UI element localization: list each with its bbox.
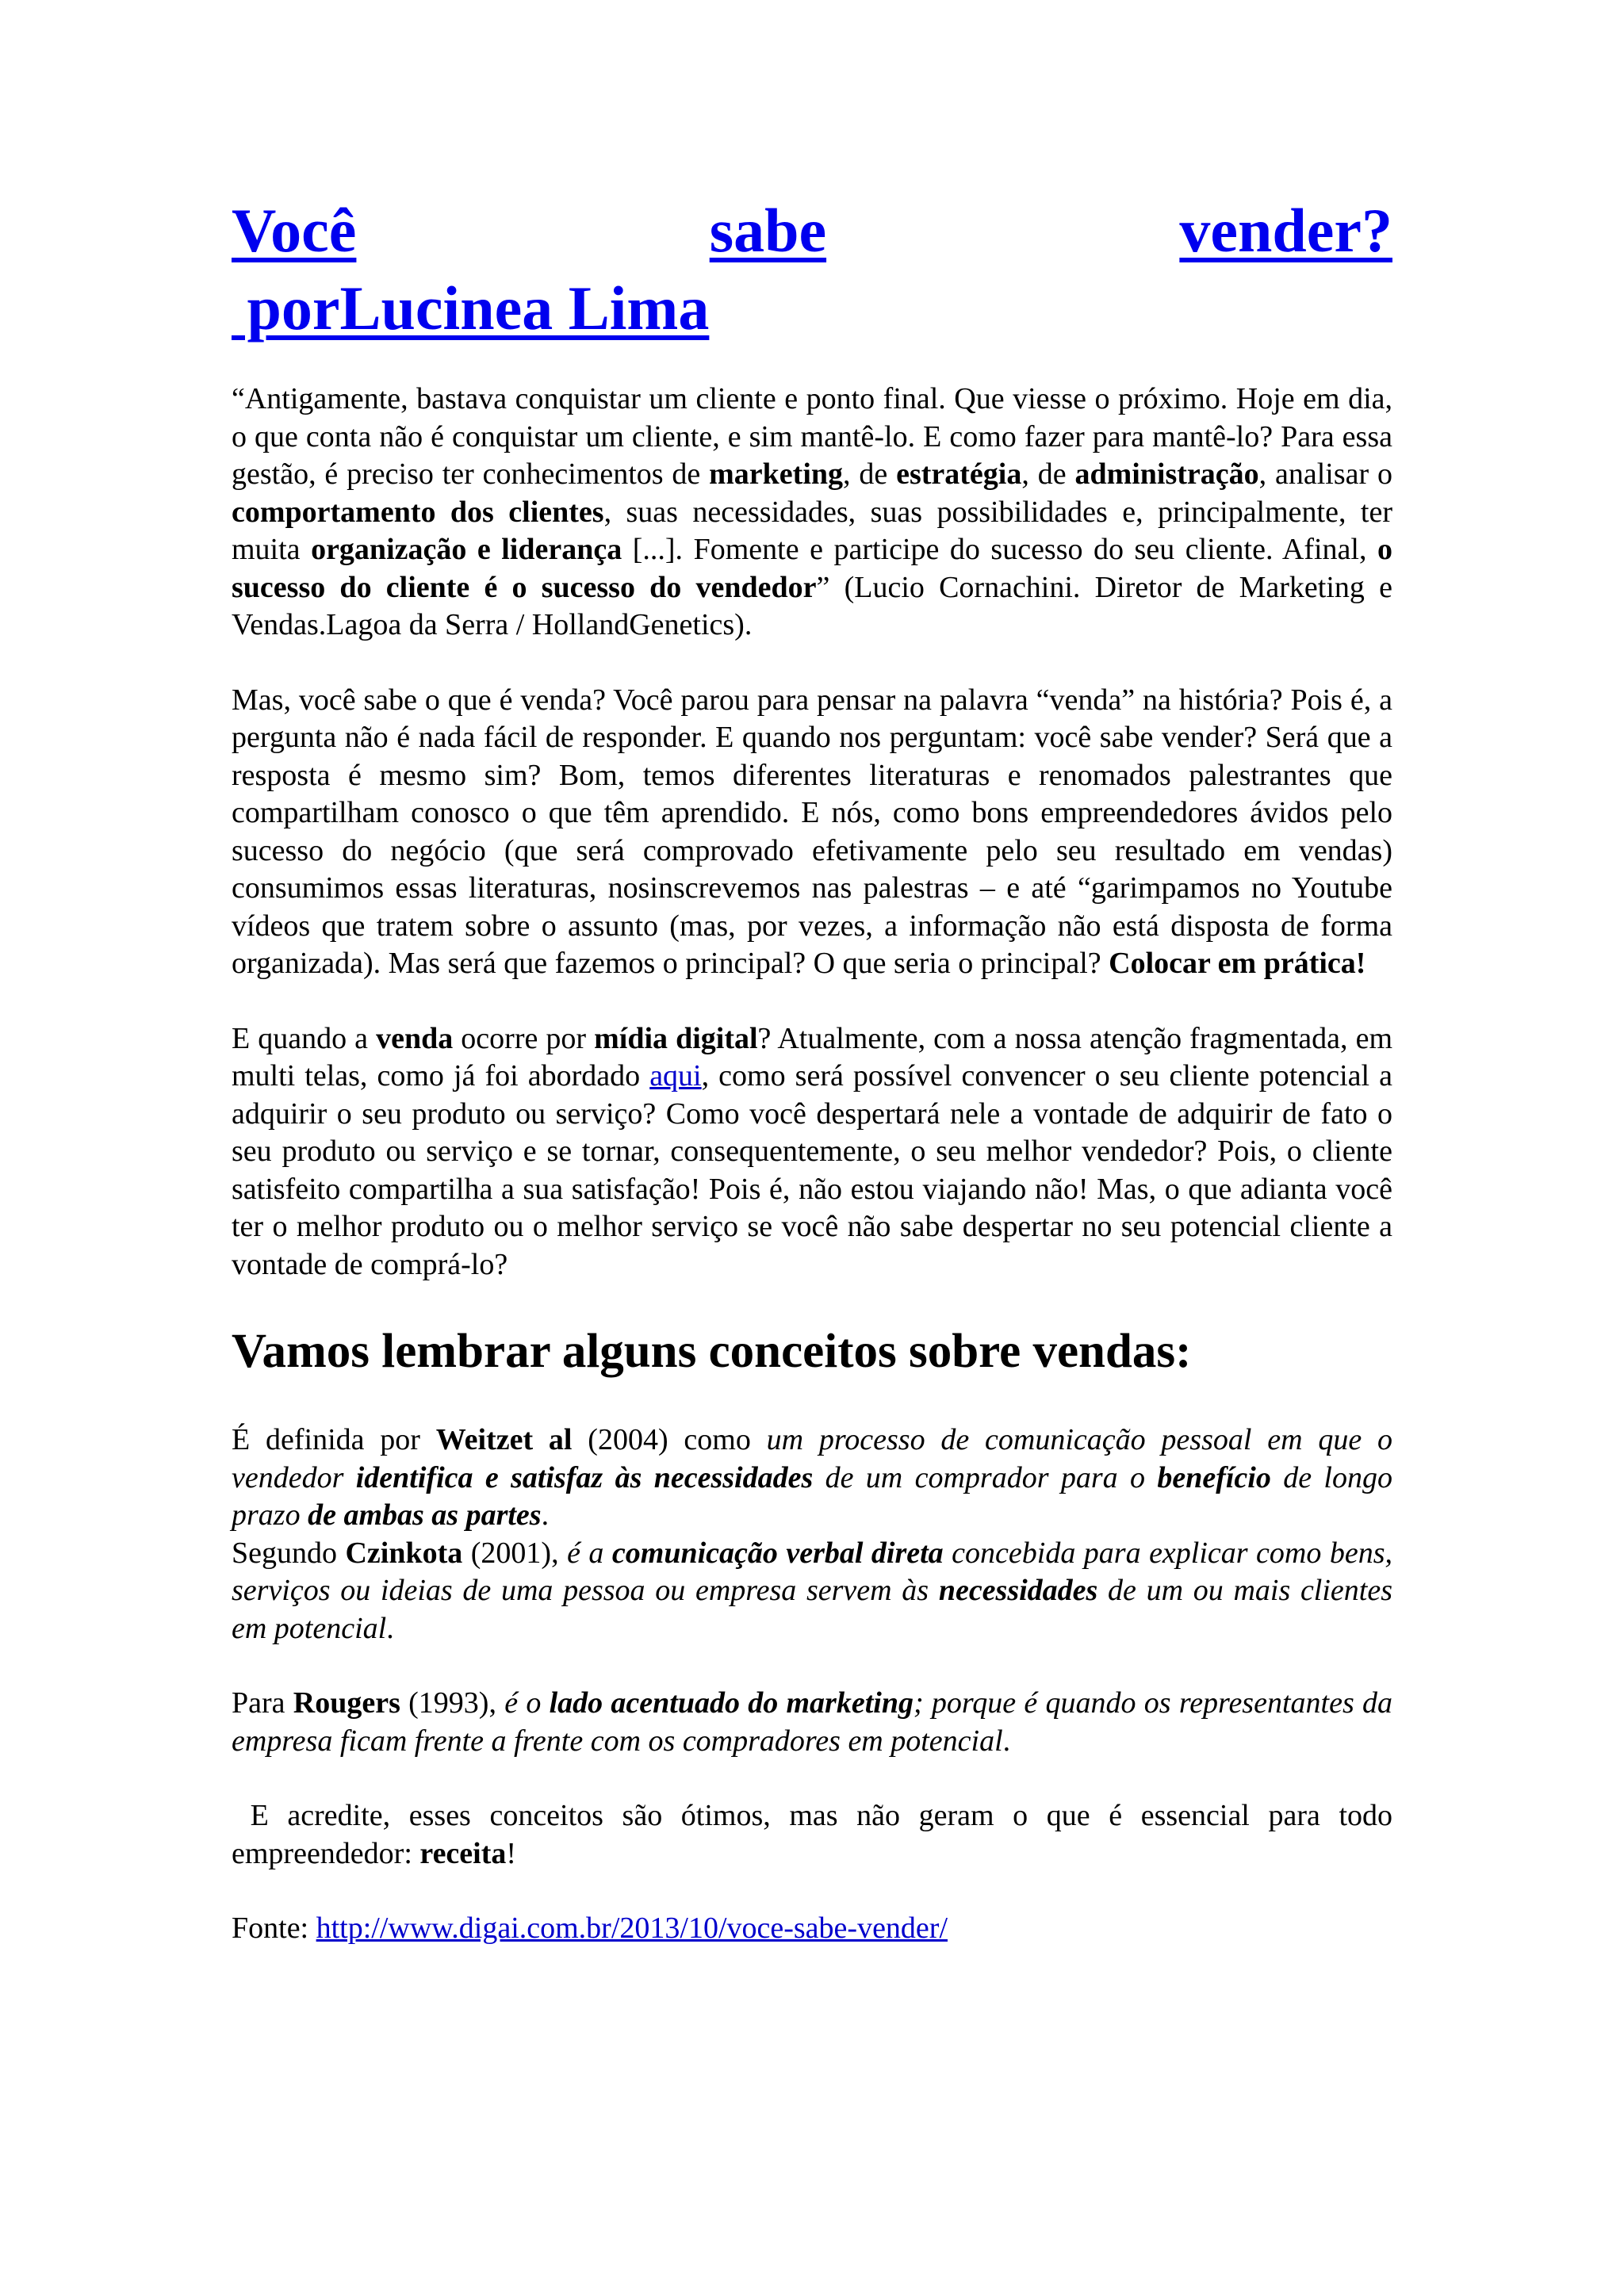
text-run: Para <box>232 1686 293 1720</box>
title-word-2: sabe <box>709 196 827 265</box>
italic-run: de um ou mais clientes em potencial <box>232 1574 1393 1645</box>
text-run: ? Atualmente, com a nossa atenção fragmentada, em multi telas, como já foi abordado <box>232 1021 1392 1093</box>
text-run: . <box>1002 1724 1011 1758</box>
text-run: ocorre por <box>453 1021 595 1055</box>
bold-venda: venda <box>376 1021 454 1055</box>
text-run: , de <box>843 457 897 491</box>
text-run: (2004) como <box>572 1423 767 1456</box>
bold-midia-digital: mídia digital <box>594 1021 758 1055</box>
title-line-2 <box>232 274 709 342</box>
bold-colocar-em-pratica: Colocar em prática! <box>1109 947 1366 980</box>
italic-run: ; porque é quando os representantes da empresa ficam frente a frente com os compradores em potencial <box>232 1686 1392 1758</box>
title-line-1 <box>232 192 1392 270</box>
section-heading: Vamos lembrar alguns conceitos sobre vendas: <box>232 1325 1192 1378</box>
paragraph-czinkota <box>232 1535 1392 1648</box>
paragraph-rougers <box>232 1685 1392 1760</box>
spacer <box>232 645 1392 682</box>
spacer <box>232 1760 1392 1797</box>
italic-run: é a <box>567 1536 612 1570</box>
source-label: Fonte: <box>232 1911 316 1945</box>
bold-sucesso: o sucesso do cliente é o sucesso do vendedor <box>232 533 1392 604</box>
text-run: ” (Lucio Cornachini. Diretor de Marketing e Vendas.Lagoa da Serra / HollandGenetics). <box>232 570 1392 641</box>
bold-weitzet-al: Weitzet al <box>435 1423 573 1456</box>
spacer <box>232 983 1392 1020</box>
page-title <box>232 192 1392 347</box>
bold-rougers: Rougers <box>293 1686 400 1720</box>
text-run: , analisar o <box>1258 457 1393 491</box>
title-word-3: vender? <box>1179 196 1392 265</box>
paragraph-venda <box>232 682 1392 983</box>
source-line <box>232 1910 1392 1948</box>
text-run: Mas, você sabe o que é venda? Você parou para pensar na palavra “venda” na história? Pois é, a pergunta não é nada fácil de responder. E quando nos perguntam: você sabe vender? Será que a resposta é mesmo sim? Bom, temos diferentes literaturas e renomados palestrantes que compartilham conosco o que têm aprendido. E nós, como bons empreendedores ávidos pelo sucesso do negócio (que será comprovado efetivamente pelo seu resultado em vendas) consumimos essas literaturas, nosinscrevemos nas palestras – e até “garimpamos no Youtube vídeos que tratem sobre o assunto (mas, por vezes, a informação não está disposta de forma organizada). Mas será que fazemos o principal? O que seria o principal? <box>232 683 1392 980</box>
paragraph-receita <box>232 1797 1400 1873</box>
bold-receita: receita <box>419 1836 507 1870</box>
bold-italic-identifica: identifica e satisfaz às necessidades <box>355 1460 814 1494</box>
italic-run: um processo de comunicação pessoal em que o vendedor <box>232 1423 1392 1494</box>
text-run: , de <box>1021 457 1075 491</box>
bold-comportamento: comportamento dos clientes <box>232 495 604 529</box>
text-run: (1993), <box>400 1686 505 1720</box>
bold-italic-beneficio: benefício <box>1157 1460 1271 1494</box>
text-run: É definida por <box>232 1423 436 1456</box>
text-run: E quando a <box>232 1021 377 1055</box>
bold-italic-necessidades: necessidades <box>938 1574 1098 1607</box>
italic-run: concebida para explicar como bens, serviços ou ideias de uma pessoa ou empresa servem às <box>232 1536 1392 1607</box>
paragraph-midia-digital <box>232 1020 1392 1284</box>
bold-organizacao: organização e liderança <box>311 533 622 566</box>
quote-paragraph <box>232 381 1392 645</box>
title-author: porLucinea Lima <box>232 274 710 342</box>
text-run: (2001), <box>462 1536 568 1570</box>
bold-italic-comunicacao: comunicação verbal direta <box>611 1536 944 1570</box>
bold-italic-lado-acentuado: lado acentuado do marketing <box>549 1686 914 1720</box>
title-word-1: Você <box>232 196 357 265</box>
bold-administracao: administração <box>1074 457 1259 491</box>
spacer <box>232 1873 1392 1910</box>
text-run: . <box>541 1498 550 1532</box>
text-run: , suas necessidades, suas possibilidades e, principalmente, ter muita <box>232 495 1392 566</box>
text-run: “Antigamente, bastava conquistar um cliente e ponto final. Que viesse o próximo. Hoje em dia, o que conta não é conquistar um cliente, e sim mantê-lo. E como fazer para mantê-lo? Para essa gestão, é preciso ter conhecimentos de <box>232 382 1392 491</box>
bold-marketing: marketing <box>709 457 844 491</box>
text-run: [...]. Fomente e participe do sucesso do seu cliente. Afinal, <box>622 533 1377 566</box>
italic-run: de longo prazo <box>232 1460 1392 1532</box>
text-run: E acredite, esses conceitos são ótimos, mas não geram o que é essencial para todo empreendedor: <box>232 1799 1400 1870</box>
paragraph-weitz <box>232 1422 1392 1535</box>
title-link[interactable] <box>232 192 1392 347</box>
aqui-link[interactable]: aqui <box>649 1059 702 1093</box>
spacer <box>232 1647 1392 1685</box>
bold-czinkota: Czinkota <box>345 1536 463 1570</box>
bold-italic-ambas-partes: de ambas as partes <box>308 1498 542 1532</box>
text-run: . <box>386 1611 394 1645</box>
text-run: , como será possível convencer o seu cliente potencial a adquirir o seu produto ou serviço? Como você despertará nele a vontade de adquirir de fato o seu produto ou serviço e se tornar, consequentemente, o seu melhor vendedor? Pois, o cliente satisfeito compartilha a sua satisfação! Pois é, não estou viajando não! Mas, o que adianta você ter o melhor produto ou o melhor serviço se você não sabe despertar no seu potencial cliente a vontade de comprá-lo? <box>232 1059 1393 1281</box>
bold-estrategia: estratégia <box>896 457 1022 491</box>
italic-run: é o <box>504 1686 550 1720</box>
italic-run: de um comprador para o <box>813 1460 1158 1494</box>
text-run: ! <box>506 1836 517 1870</box>
text-run: Segundo <box>232 1536 346 1570</box>
source-link[interactable]: http://www.digai.com.br/2013/10/voce-sabe-vender/ <box>316 1911 948 1945</box>
